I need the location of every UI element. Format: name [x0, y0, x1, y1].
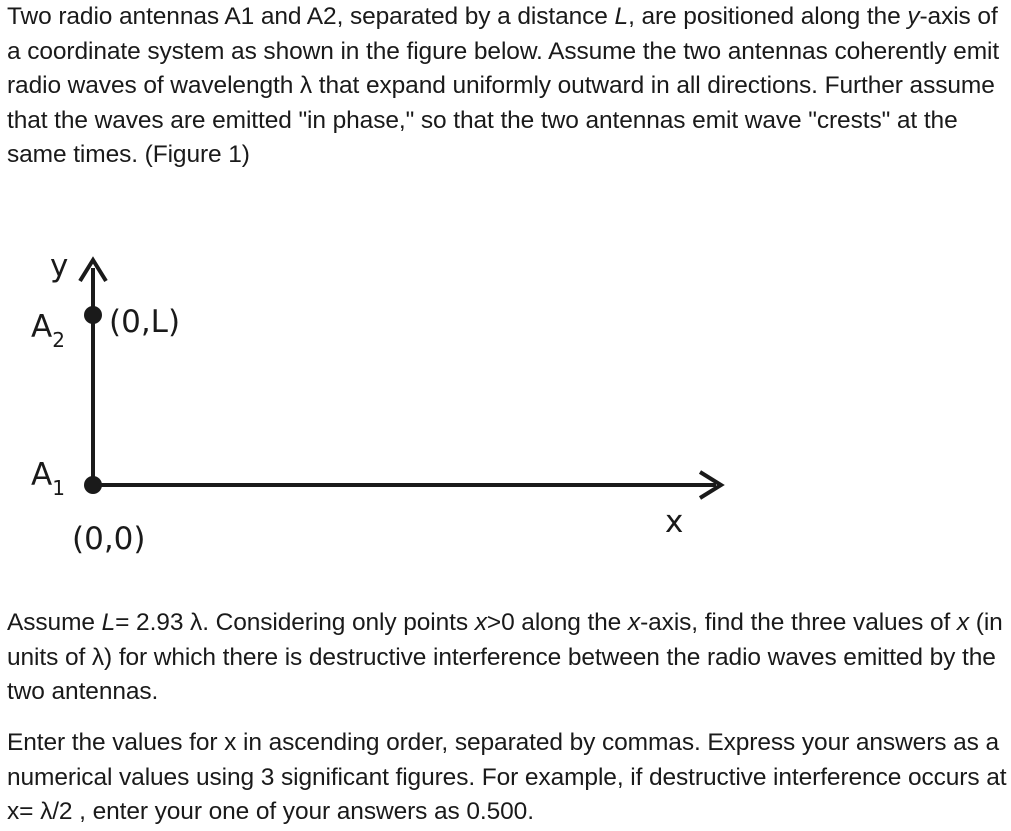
antenna-a1-coord: (0,0) — [72, 521, 146, 557]
antenna-a1-label: $A_1$ — [31, 457, 65, 500]
antenna-a1-dot — [84, 476, 102, 494]
antenna-a2-coord: (0,L) — [109, 304, 181, 340]
y-axis-label: y — [50, 248, 69, 284]
antenna-a2-label: $A_2$ — [31, 309, 65, 352]
antenna-a2-dot — [84, 306, 102, 324]
instructions-paragraph: Enter the values for x in ascending order, separated by commas. Express your answers as a numerical values using 3 significant figures. For example, if destructive interference occurs at x= λ/2 , enter your one of your answers as 0.500. — [7, 729, 1007, 825]
x-axis-label: x — [665, 504, 684, 540]
assumption-paragraph: Assume L= 2.93 λ. Considering only points x>0 along the x-axis, find the three values of x (in units of λ) for which there is destructive interference between the radio waves emitted by the two antennas. — [7, 609, 1003, 705]
intro-paragraph: Two radio antennas A1 and A2, separated by a distance L, are positioned along the y-axis of a coordinate system as shown in the figure below. Assume the two antennas coherently emit radio waves of wavelength λ that expand uniformly outward in all directions. Further assume that the waves are emitted "in phase," so that the two antennas emit wave "crests" at the same times. (Figure 1) — [7, 3, 1000, 168]
